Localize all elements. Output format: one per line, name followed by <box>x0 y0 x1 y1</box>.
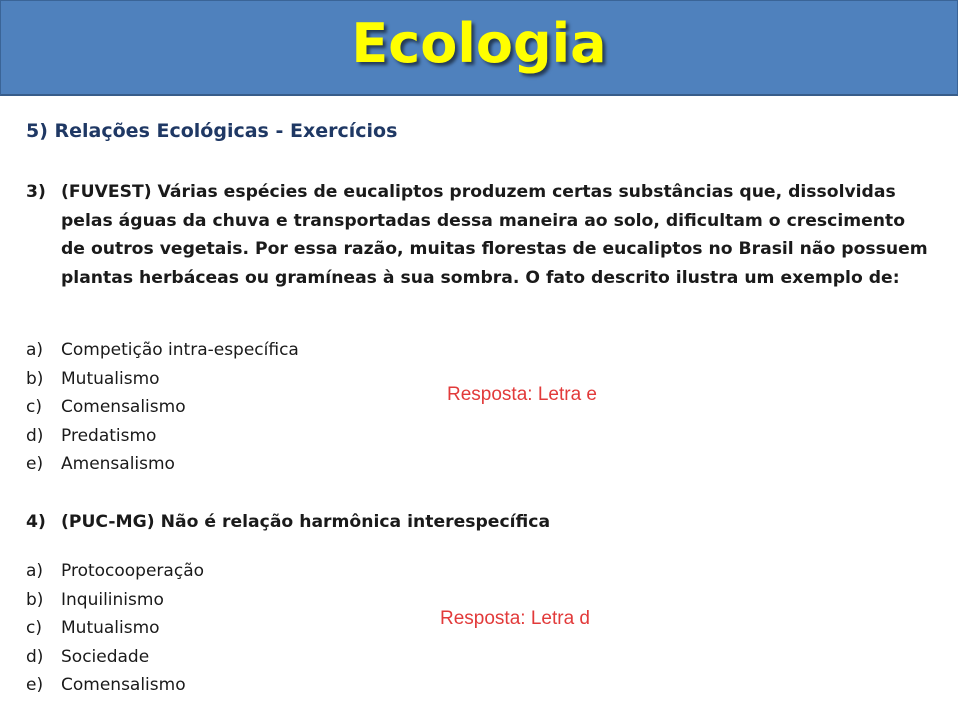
question-text: (FUVEST) Várias espécies de eucaliptos produzem certas substâncias que, dissolvidas pelas águas da chuva e transportadas dessa maneira ao solo, dificultam o crescimento de outros vegetais. Por essa razão, muitas florestas de eucaliptos no Brasil não possuem plantas herbáceas ou gramíneas à sua sombra. O fato descrito ilustra um exemplo de: <box>61 182 928 288</box>
question-text: (PUC-MG) Não é relação harmônica interespecífica <box>61 512 551 532</box>
option-letter: b) <box>26 589 44 610</box>
option-letter: c) <box>26 618 42 638</box>
option-text: Mutualismo <box>61 618 160 638</box>
answer-label-q3: Resposta: Letra e <box>447 384 597 405</box>
option-letter: a) <box>26 340 44 360</box>
option-letter: d) <box>26 646 44 667</box>
answer-label-q4: Resposta: Letra d <box>440 608 590 629</box>
option-text: Comensalismo <box>61 397 186 417</box>
option-text: Protocooperação <box>61 561 205 581</box>
option-letter: e) <box>26 675 44 695</box>
question-number: 4) <box>26 512 46 532</box>
option-text: Predatismo <box>61 425 157 446</box>
section-heading: 5) Relações Ecológicas - Exercícios <box>26 120 398 142</box>
option-letter: c) <box>26 397 42 417</box>
option-letter: d) <box>26 425 44 446</box>
option-text: Inquilinismo <box>61 589 164 610</box>
option-letter: b) <box>26 368 44 389</box>
option-text: Mutualismo <box>61 368 160 389</box>
option-letter: e) <box>26 454 44 474</box>
option-text: Sociedade <box>61 646 150 667</box>
option-text: Comensalismo <box>61 675 186 695</box>
option-letter: a) <box>26 561 44 581</box>
option-text: Amensalismo <box>61 454 175 474</box>
question-number: 3) <box>26 182 46 202</box>
option-text: Competição intra-específica <box>61 340 299 360</box>
title-banner <box>0 0 958 96</box>
slide-title: Ecologia <box>351 12 607 75</box>
